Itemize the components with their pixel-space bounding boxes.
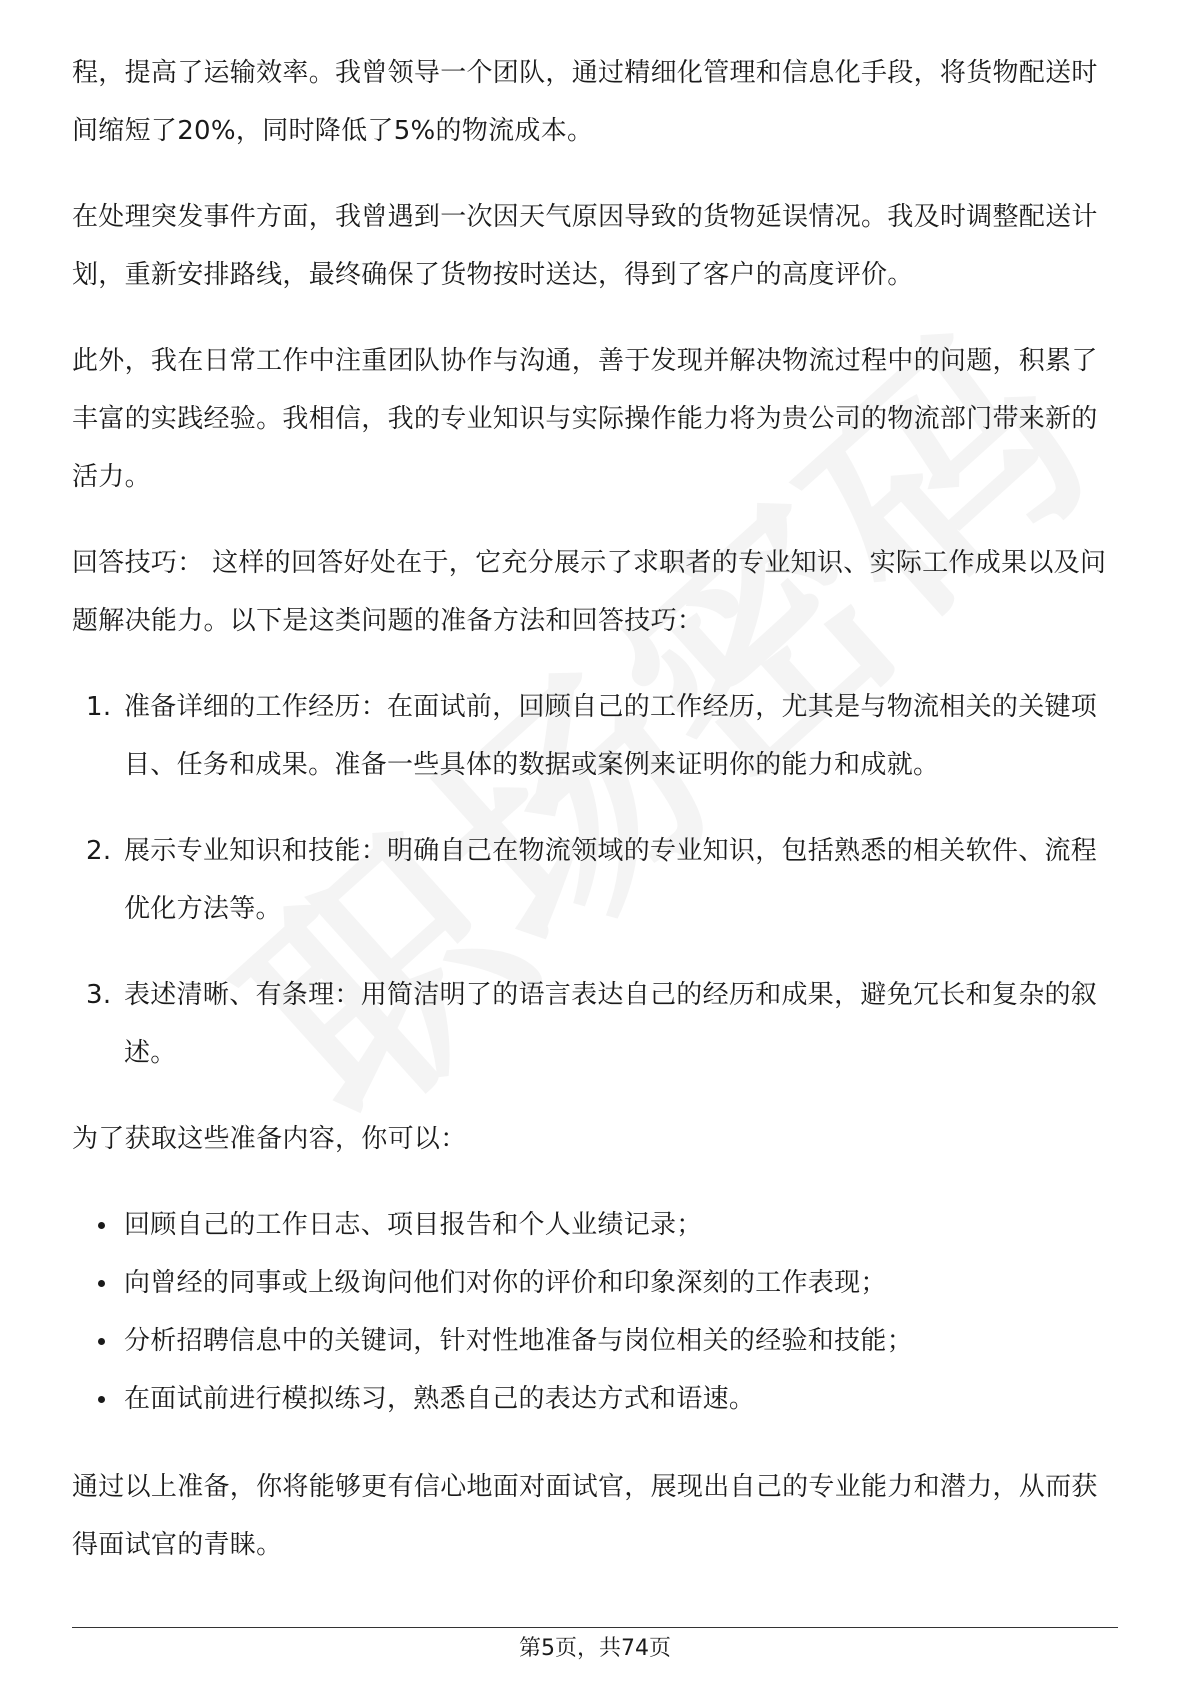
paragraph: 程，提高了运输效率。我曾领导一个团队，通过精细化管理和信息化手段，将货物配送时间缩短了20%，同时降低了5%的物流成本。 — [72, 58, 1098, 146]
list-number: 2. — [86, 836, 112, 866]
numbered-list — [72, 678, 1118, 1082]
paragraph: 在处理突发事件方面，我曾遇到一次因天气原因导致的货物延误情况。我及时调整配送计划，重新安排路线，最终确保了货物按时送达，得到了客户的高度评价。 — [72, 202, 1098, 290]
bullet-icon — [98, 1338, 105, 1345]
list-item-text: 分析招聘信息中的关键词，针对性地准备与岗位相关的经验和技能； — [124, 1326, 914, 1356]
list-item-text: 表述清晰、有条理：用简洁明了的语言表达自己的经历和成果，避免冗长和复杂的叙述。 — [124, 980, 1098, 1068]
prep-intro: 为了获取这些准备内容，你可以： — [72, 1124, 467, 1154]
footer-divider — [72, 1627, 1118, 1628]
list-item — [72, 678, 1118, 794]
list-item — [72, 1370, 1118, 1428]
list-item — [72, 1254, 1118, 1312]
list-item — [72, 1312, 1118, 1370]
list-item — [72, 1196, 1118, 1254]
list-item — [72, 966, 1118, 1082]
list-item-text: 展示专业知识和技能：明确自己在物流领域的专业知识，包括熟悉的相关软件、流程优化方法等。 — [124, 836, 1098, 924]
bullet-icon — [98, 1280, 105, 1287]
bullet-icon — [98, 1222, 105, 1229]
list-item-text: 回顾自己的工作日志、项目报告和个人业绩记录； — [124, 1210, 703, 1240]
list-number: 3. — [86, 980, 112, 1010]
bullet-list — [72, 1196, 1118, 1428]
list-item — [72, 822, 1118, 938]
page-number: 第5页，共74页 — [519, 1636, 671, 1661]
list-item-text: 向曾经的同事或上级询问他们对你的评价和印象深刻的工作表现； — [124, 1268, 887, 1298]
list-item-text: 在面试前进行模拟练习，熟悉自己的表达方式和语速。 — [124, 1384, 756, 1414]
list-number: 1. — [86, 692, 112, 722]
tips-paragraph: 回答技巧： 这样的回答好处在于，它充分展示了求职者的专业知识、实际工作成果以及问题解决能力。以下是这类问题的准备方法和回答技巧： — [72, 548, 1107, 636]
document-body — [72, 44, 1118, 1602]
list-item-text: 准备详细的工作经历：在面试前，回顾自己的工作经历，尤其是与物流相关的关键项目、任务和成果。准备一些具体的数据或案例来证明你的能力和成就。 — [124, 692, 1098, 780]
bullet-icon — [98, 1396, 105, 1403]
conclusion-paragraph: 通过以上准备，你将能够更有信心地面对面试官，展现出自己的专业能力和潜力，从而获得面试官的青睐。 — [72, 1472, 1098, 1560]
paragraph: 此外，我在日常工作中注重团队协作与沟通，善于发现并解决物流过程中的问题，积累了丰富的实践经验。我相信，我的专业知识与实际操作能力将为贵公司的物流部门带来新的活力。 — [72, 346, 1098, 492]
